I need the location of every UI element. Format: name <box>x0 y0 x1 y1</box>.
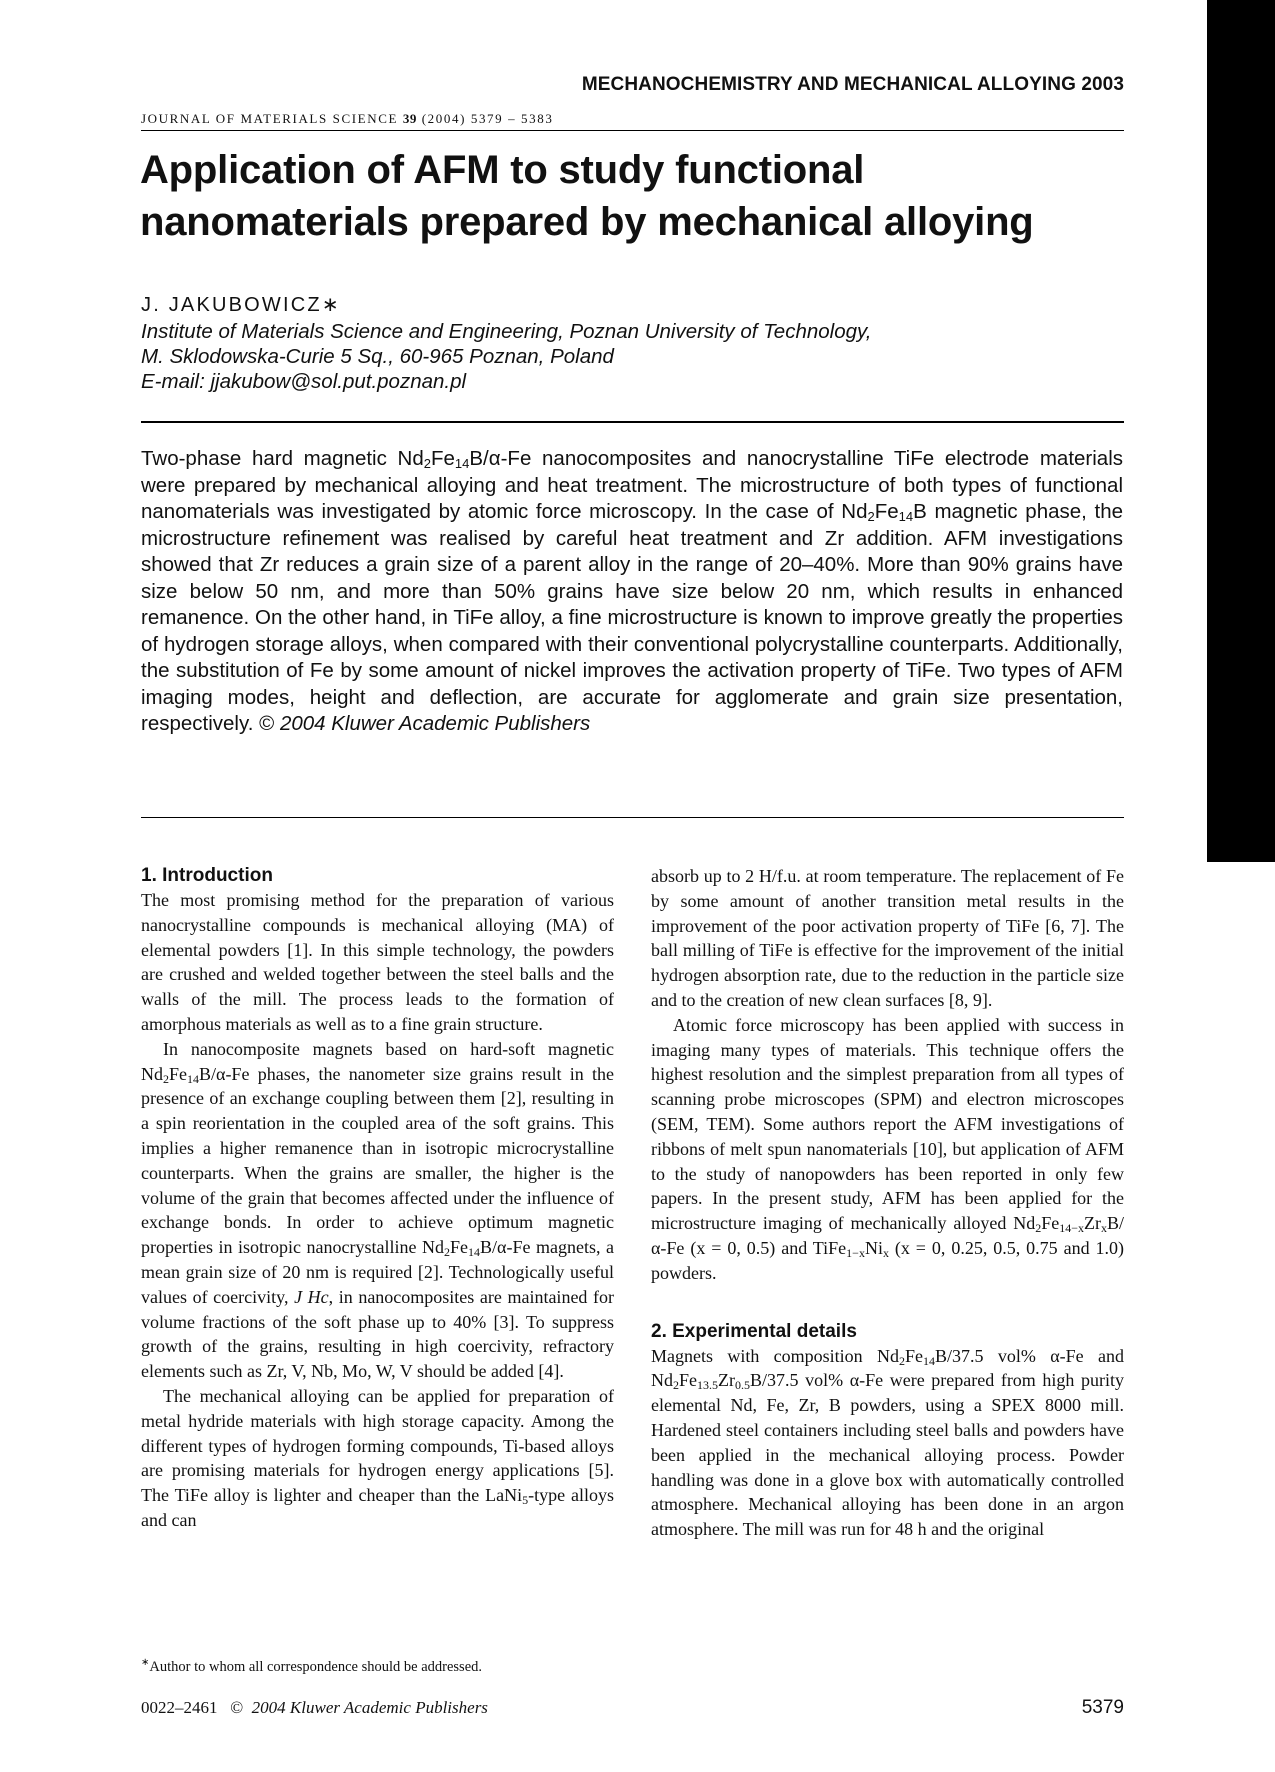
author-name: J. JAKUBOWICZ∗ <box>141 294 341 316</box>
affiliation <box>141 319 1121 394</box>
footnote-marker: ∗ <box>141 1657 150 1668</box>
header-rule <box>141 130 1124 131</box>
paragraph: Atomic force microscopy has been applied with success in imaging many types of materials. This technique offers the highest resolution and the simplest preparation from all types of scanning probe microscopes (SPM) and electron microscopes (SEM, TEM). Some authors report the AFM investigations of ribbons of melt spun nanomaterials [10], but application of AFM to the study of nanopowders has been reported in only few papers. In the present study, AFM has been applied for the microstructure imaging of mechanically alloyed $Nd_2Fe_{14-x}Zr_xB/\alpha-Fe$ (x = 0, 0.5) and $TiFe_{1-x}Ni_x$ (x = 0, 0.25, 0.5, 0.75 and 1.0) powders. <box>651 1014 1125 1283</box>
section-gap <box>651 1286 1124 1319</box>
series-header: MECHANOCHEMISTRY AND MECHANICAL ALLOYING 2003 <box>581 74 1124 95</box>
journal-name: JOURNAL OF MATERIALS SCIENCE <box>141 111 399 126</box>
footer-copyright-symbol: © <box>230 1698 244 1717</box>
author-email: E-mail: jjakubow@sol.put.poznan.pl <box>141 370 467 393</box>
title-line-1: Application of AFM to study functional <box>140 148 865 192</box>
title-line-2: nanomaterials prepared by mechanical alloying <box>140 200 1034 244</box>
body-left-column <box>141 863 614 1533</box>
paragraph: absorb up to 2 H/f.u. at room temperature. The replacement of Fe by some amount of another transition metal results in the improvement of the poor activation property of TiFe [6, 7]. The ball milling of TiFe is effective for the improvement of the initial hydrogen absorption rate, due to the reduction in the particle size and to the creation of new clean surfaces [8, 9]. <box>651 866 1124 1010</box>
journal-line <box>141 111 553 127</box>
footnote-text: Author to whom all correspondence should be addressed. <box>149 1659 482 1675</box>
affiliation-line-2: M. Sklodowska-Curie 5 Sq., 60-965 Poznan, Poland <box>141 345 614 368</box>
footnote <box>141 1659 482 1676</box>
section-heading-introduction: 1. Introduction <box>141 865 273 886</box>
issn: 0022–2461 <box>141 1698 218 1717</box>
copyright-symbol: © <box>259 712 275 735</box>
footer-publisher: 2004 Kluwer Academic Publishers <box>251 1698 488 1717</box>
journal-year-pages: (2004) 5379 – 5383 <box>421 111 554 126</box>
journal-volume: 39 <box>402 111 417 126</box>
body-right-column <box>651 864 1124 1542</box>
page-number: 5379 <box>1081 1697 1124 1718</box>
paragraph: In nanocomposite magnets based on hard-soft magnetic $Nd_2Fe_{14}B/\alpha-Fe$ phases, the nanometer size grains result in the presence of an exchange coupling between them [2], resulting in a spin reorientation in the coupled area of the soft grains. This implies a higher remanence than in isotropic microcrystalline counterparts. When the grains are smaller, the higher is the volume of the grain that becomes affected under the influence of exchange bonds. In order to achieve optimum magnetic properties in isotropic nanocrystalline $Nd_2Fe_{14}B/\alpha-Fe$ magnets, a mean grain size of 20 nm is required [2]. Technologically useful values of coercivity, J Hc, in nanocomposites are maintained for volume fractions of the soft phase up to 40% [3]. To suppress growth of the grains, resulting in high coercivity, refractory elements such as Zr, V, Nb, Mo, W, V should be added [4]. <box>141 1038 615 1382</box>
paragraph: Magnets with composition $Nd_2Fe_{14}B/37.5$ vol% α-Fe and $Nd_2Fe_{13.5}Zr_{0.5}B/37.5$ vol% α-Fe were prepared from high purity elemental Nd, Fe, Zr, B powders, using a SPEX 8000 mill. Hardened steel containers including steel balls and powders have been applied in the mechanical alloying process. Powder handling was done in a glove box with automatically controlled atmosphere. Mechanical alloying has been done in an argon atmosphere. The mill was run for 48 h and the original <box>651 1345 1124 1540</box>
paragraph: The mechanical alloying can be applied for preparation of metal hydride materials with high storage capacity. Among the different types of hydrogen forming compounds, Ti-based alloys are promising materials for hydrogen energy applications [5]. The TiFe alloy is lighter and cheaper than the LaNi$_5$-type alloys and can <box>141 1385 614 1530</box>
paragraph: The most promising method for the preparation of various nanocrystalline compounds is mechanical alloying (MA) of elemental powders [1]. In this simple technology, the powders are crushed and welded together between the steel balls and the walls of the mill. The process leads to the formation of amorphous materials as well as to a fine grain structure. <box>141 890 614 1034</box>
abstract-top-rule <box>141 421 1124 423</box>
article-title <box>140 144 1120 248</box>
abstract: Two-phase hard magnetic $Nd_2Fe_{14}B/\alpha-Fe$ nanocomposites and nanocrystalline TiFe electrode materials were prepared by mechanical alloying and heat treatment. The microstructure of both types of functional nanomaterials was investigated by atomic force microscopy. In the case of $Nd_2Fe_{14}B$ magnetic phase, the microstructure refinement was realised by careful heat treatment and Zr addition. AFM investigations showed that Zr reduces a grain size of a parent alloy in the range of 20–40%. More than 90% grains have size below 50 nm, and more than 50% grains have size below 20 nm, which results in enhanced remanence. On the other hand, in TiFe alloy, a fine microstructure is known to improve greatly the properties of hydrogen storage alloys, when compared with their conventional polycrystalline counterparts. Additionally, the substitution of Fe by some amount of nickel improves the activation property of TiFe. Two types of AFM imaging modes, height and deflection, are accurate for agglomerate and grain size presentation, respectively. © 2004 Kluwer Academic Publishers <box>141 447 1123 735</box>
abstract-copyright: 2004 Kluwer Academic Publishers <box>279 712 591 735</box>
side-thumb-tab <box>1207 0 1275 862</box>
affiliation-line-1: Institute of Materials Science and Engineering, Poznan University of Technology, <box>141 320 872 343</box>
section-heading-experimental: 2. Experimental details <box>651 1320 857 1342</box>
page-footer <box>141 1698 1124 1718</box>
abstract-bottom-rule <box>141 817 1124 818</box>
